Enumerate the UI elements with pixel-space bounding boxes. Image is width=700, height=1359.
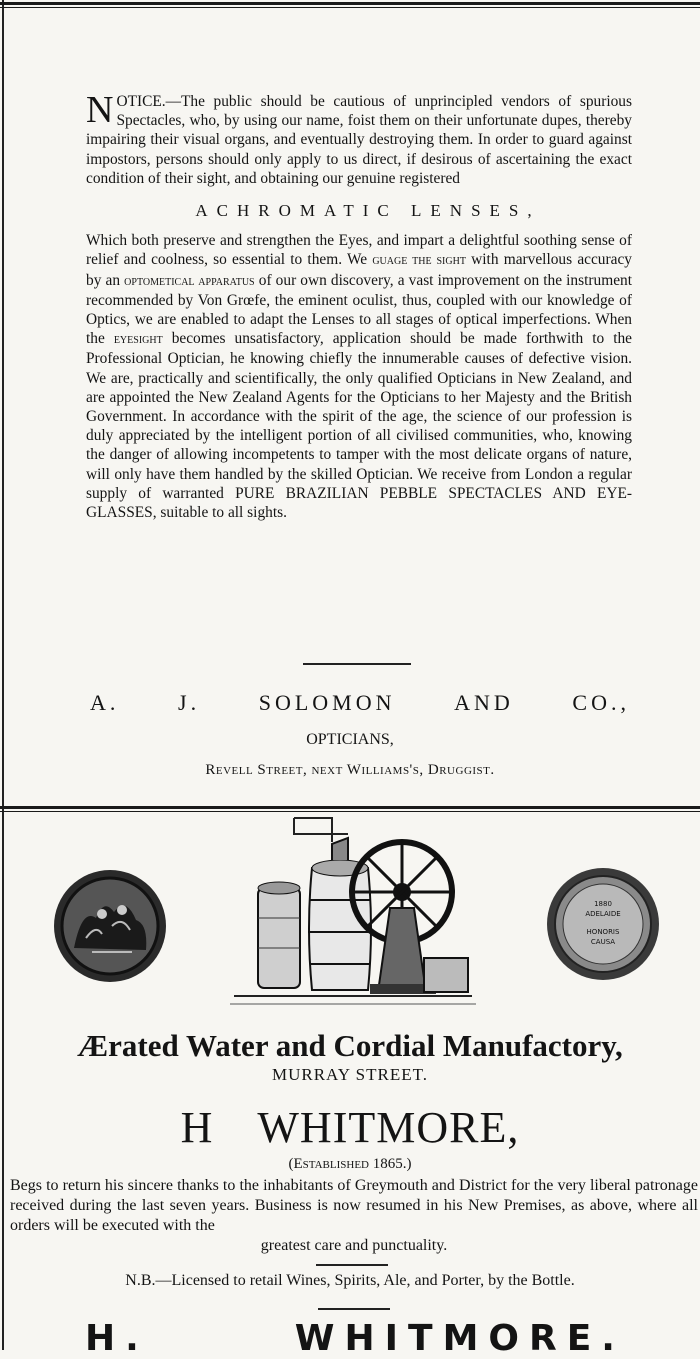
medal-text-line-3: HONORIS [586,928,620,936]
notice-small-caps-guage: guage the sight [372,253,466,269]
established-open-paren: ( [288,1156,294,1172]
footer-surname: WHITMORE. [294,1318,625,1359]
murray-street: MURRAY STREET. [271,1065,428,1084]
medal-text-line-1: 1880 [594,900,612,908]
established-line [0,1156,700,1173]
firm-address: Revell Street, next Williams's, Druggist. [205,762,495,778]
whitmore-name [0,1102,700,1153]
whitmore-message-text: Begs to return his sincere thanks to the inhabitants of Greymouth and District for the very liberal patronage received during the last seven years. Business is now resumed in his New Premises, as above, where all orders will be executed with the [10,1177,698,1234]
medal-text-line-2: ADELAIDE [585,910,621,918]
bottling-machine-illustration [228,808,478,1020]
notice-intro-paragraph [86,89,632,188]
left-medal-icon [52,868,168,984]
firm-word-2: J. [178,690,201,715]
optician-notice [86,89,632,522]
drop-cap: N [86,89,114,131]
aerated-water-headline: Ærated Water and Cordial Manufactory, [77,1028,623,1063]
established-year: 1865.) [372,1156,412,1172]
firm-profession: OPTICIANS, [306,731,394,748]
notice-small-caps-apparatus: optometical apparatus [124,273,255,289]
achromatic-lenses-heading: ACHROMATIC LENSES, [195,201,541,221]
footer-whitmore-name [85,1320,625,1358]
top-rule-thin [0,7,700,8]
notice-body-text-4: becomes unsatisfactory, application should be made forthwith to the Professional Optician, he knowing chiefly the innumerable causes of defective vision. We are, practically and scientifically, the only qualified Opticians in New Zealand, and are appointed the New Zealand Agents for the Opticians to her Majesty and the British Government. In accordance with the spirit of the age, the science of our profession is duly appreciated by the intelligent portion of all civilised communities, who, knowing the danger of allowing incompetents to tamper with the most delicate organs of nature, will only have them handled by the skilled Optician. We receive from London a regular supply of warranted PURE BRAZILIAN PEBBLE SPECTACLES AND EYE-GLASSES, suitable to all sights. [86,330,632,522]
right-medal-icon [545,866,661,982]
notice-body-text-2: with marvellous accuracy by an [86,251,632,289]
whitmore-surname: WHITMORE, [257,1103,520,1152]
whitmore-divider-1 [316,1264,388,1266]
medal-text-line-4: CAUSA [590,938,616,946]
firm-name [90,690,630,716]
whitmore-divider-2 [318,1308,390,1310]
top-rule [0,2,700,5]
notice-intro-text: OTICE.—The public should be cautious of unprincipled vendors of spurious Spectacles, who, by using our name, foist them on their unfortunate dupes, thereby impairing their visual organs, and eventually destroying them. In order to guard against impostors, persons should only apply to us direct, if desirous of ascertaining the exact condition of their sight, and obtaining our genuine registered [86,93,632,187]
licence-note: N.B.—Licensed to retail Wines, Spirits, Ale, and Porter, by the Bottle. [125,1272,575,1289]
notice-small-caps-eyesight: eyesight [113,332,163,348]
established-word: Established [293,1156,369,1172]
whitmore-initial: H [180,1103,214,1152]
whitmore-message-end: greatest care and punctuality. [260,1237,448,1254]
notice-body-paragraph [86,231,632,522]
footer-initial: H. [85,1318,149,1359]
notice-divider [303,663,411,665]
firm-word-3: SOLOMON [258,690,396,715]
firm-word-1: A. [90,690,120,715]
notice-body-text-1: Which both preserve and strengthen the Eyes, and impart a delightful soothing sense of relief and coolness, so essential to them. We [86,232,632,269]
whitmore-message [10,1176,698,1256]
firm-word-4: AND [454,690,514,715]
notice-body-text-3: of our own discovery, a vast improvement on the instrument recommended by Von Grœfe, the eminent oculist, thus, coupled with our knowledge of Optics, we are enabled to adapt the Lenses to all stages of optical imperfections. When the [86,271,632,348]
firm-word-5: CO., [572,690,630,715]
